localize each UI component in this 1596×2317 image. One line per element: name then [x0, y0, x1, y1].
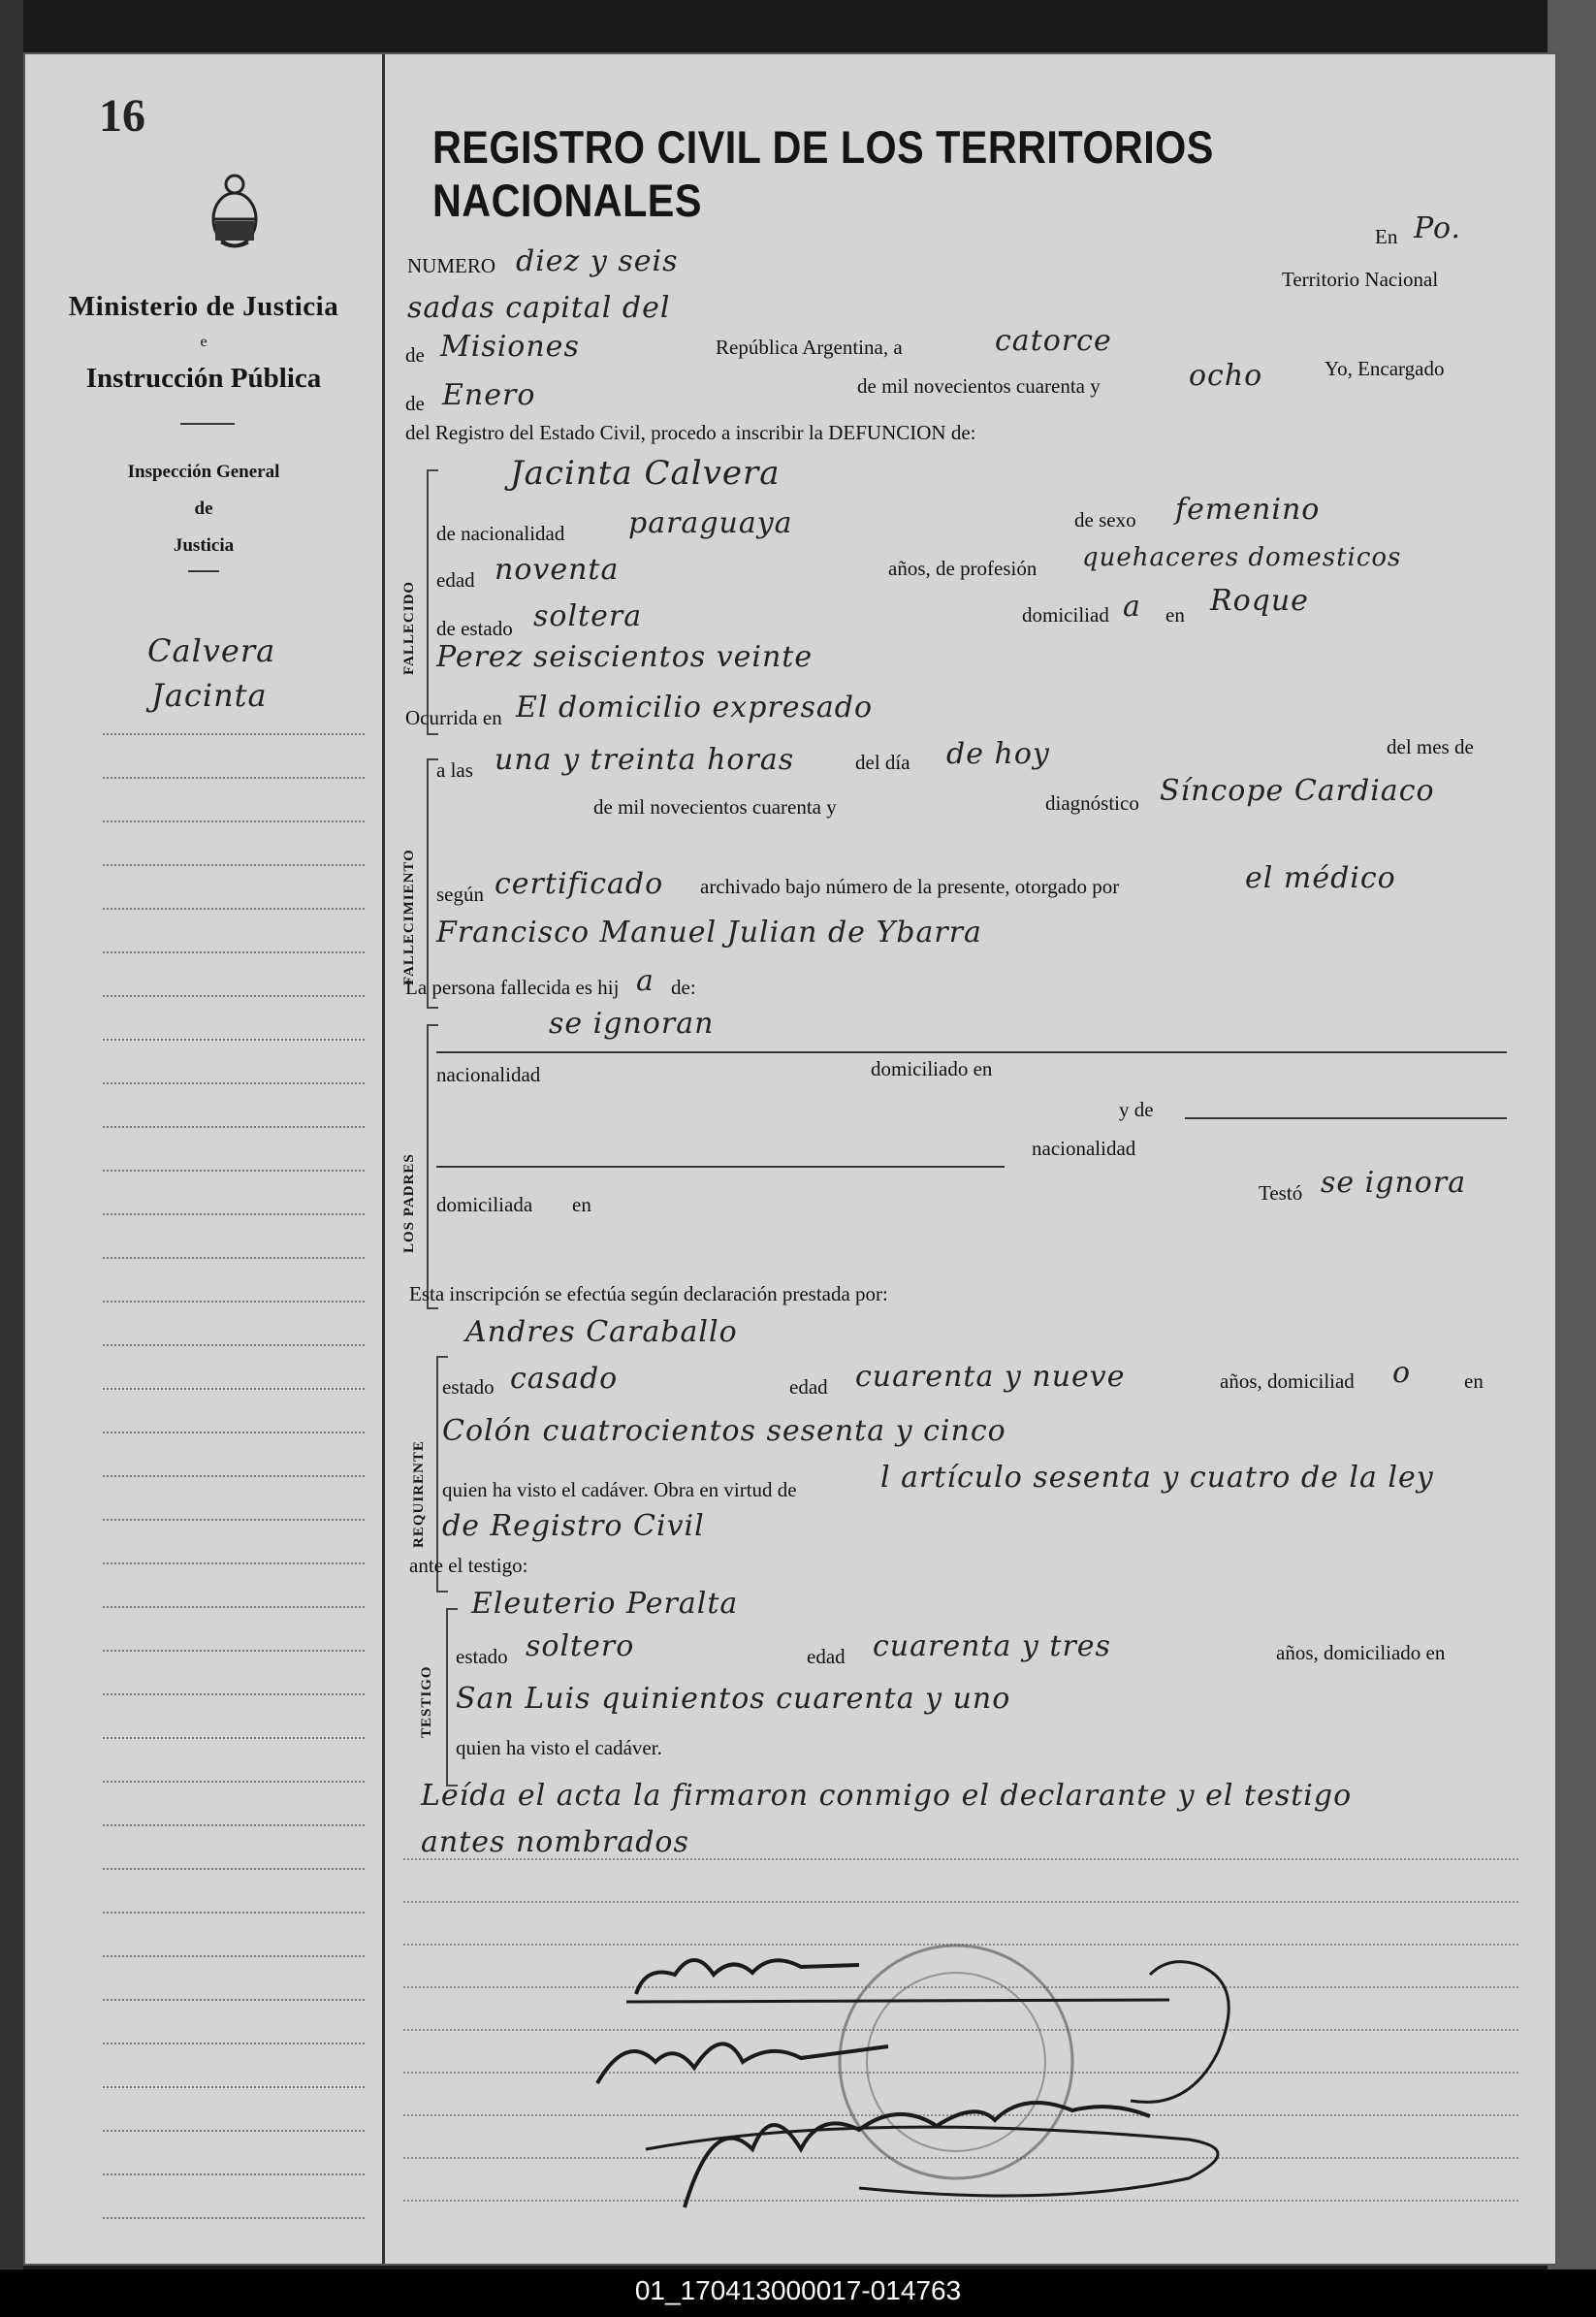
padres-line-1 [436, 1051, 1507, 1053]
margin-ruled-line [103, 1301, 365, 1303]
margin-ruled-line [103, 1432, 365, 1433]
padres-nacionalidad2-label: nacionalidad [1032, 1137, 1136, 1160]
mes-label: del mes de [1387, 735, 1474, 758]
margin-ruled-line [103, 995, 365, 997]
numero-value: diez y seis [516, 244, 679, 278]
domicilio-value2: Perez seiscientos veinte [436, 640, 814, 674]
margin-ruled-line [103, 1257, 365, 1259]
territorio-label: Territorio Nacional [1282, 268, 1439, 291]
margin-ruled-line [103, 1170, 365, 1172]
testigo-domicilio-value: San Luis quinientos cuarenta y uno [456, 1682, 1011, 1716]
padres-intro-suffix: a [636, 964, 654, 998]
margin-ruled-line [103, 1912, 365, 1914]
margin-ruled-line [103, 1039, 365, 1041]
en-value: Po. [1414, 211, 1462, 245]
margin-ruled-line [103, 1606, 365, 1608]
national-coat-of-arms-icon [207, 173, 262, 250]
registro-label: del Registro del Estado Civil, procedo a inscribir la DEFUNCION de: [405, 421, 976, 444]
profesion-label: años, de profesión [888, 557, 1037, 580]
margin-ruled-line [103, 2173, 365, 2175]
padres-domiciliada-label: domiciliada [436, 1193, 533, 1216]
nacionalidad-value: paraguaya [628, 506, 793, 540]
margin-ruled-line [103, 1344, 365, 1346]
padres-nombres-value: se ignoran [549, 1007, 715, 1041]
mes-value: Enero [442, 378, 536, 412]
ministry-line3: Instrucción Pública [85, 363, 322, 394]
margin-ruled-line [103, 1475, 365, 1477]
de2-label: de [405, 392, 425, 415]
padres-intro-de: de: [671, 976, 696, 999]
testigo-estado-value: soltero [526, 1629, 635, 1663]
official-seal [840, 1946, 1072, 2178]
ocurrida-label: Ocurrida en [405, 706, 502, 729]
register-page [23, 52, 1557, 2266]
margin-note-surname: Calvera [147, 632, 276, 669]
closing-line2: antes nombrados [421, 1825, 689, 1859]
testigo-intro-label: ante el testigo: [409, 1554, 528, 1577]
inspection-line2: de [194, 499, 213, 519]
domicilio-value: Roque [1210, 584, 1309, 618]
requirente-edad-value: cuarenta y nueve [855, 1360, 1126, 1394]
ministry-line2: e [200, 334, 207, 350]
margin-ruled-line [103, 1824, 365, 1826]
domicilio-label: domiciliad [1022, 603, 1109, 627]
domicilio-suffix: a [1123, 590, 1141, 624]
de-label: de [405, 343, 425, 367]
estado-label: de estado [436, 617, 513, 640]
inspection-divider [188, 570, 219, 572]
territorio-value: Misiones [440, 330, 580, 364]
closing-line1: Leída el acta la firmaron conmigo el declarante y el testigo [421, 1779, 1353, 1813]
requirente-edad-label: edad [789, 1375, 828, 1399]
republica-label: República Argentina, a [716, 336, 903, 359]
margin-ruled-line [103, 908, 365, 910]
binding-left [0, 0, 23, 2269]
register-title: REGISTRO CIVIL DE LOS TERRITORIOS NACIONALES [432, 121, 1214, 226]
margin-ruled-line [103, 2217, 365, 2219]
signature-caraballo [636, 1960, 859, 1994]
requirente-domicilio-value: Colón cuatrocientos sesenta y cinco [442, 1414, 1006, 1448]
testigo-estado-label: estado [456, 1645, 508, 1668]
margin-ruled-line [103, 1082, 365, 1084]
testo-value: se ignora [1321, 1166, 1467, 1200]
mil-label: de mil novecientos cuarenta y [857, 374, 1101, 398]
margin-ruled-line [103, 1388, 365, 1390]
page-number: 16 [99, 90, 145, 142]
margin-ruled-line [103, 1562, 365, 1564]
padres-en-label: en [572, 1193, 591, 1216]
requirente-section-label: REQUIRENTE [411, 1440, 427, 1548]
margin-ruled-line [103, 1650, 365, 1652]
requirente-intro-label: Esta inscripción se efectúa según declaración prestada por: [409, 1282, 888, 1305]
padres-domiciliado-label: domiciliado en [871, 1057, 993, 1080]
requirente-nombre-value: Andres Caraballo [465, 1315, 738, 1349]
domicilio-en-label: en [1165, 603, 1185, 627]
requirente-virtud-value2: de Registro Civil [442, 1509, 705, 1543]
signatures-and-stamp [568, 1858, 1363, 2227]
anio-value: ocho [1189, 359, 1263, 393]
ministry-line1: Ministerio de Justicia [68, 291, 339, 322]
margin-ruled-line [103, 1693, 365, 1695]
fallecido-bracket [427, 469, 438, 735]
requirente-anios-suffix: o [1392, 1356, 1412, 1390]
edad-value: noventa [495, 553, 620, 587]
image-id-caption: 01_170413000017-014763 [634, 2275, 962, 2305]
testigo-edad-label: edad [807, 1645, 846, 1668]
ocurrida-value: El domicilio expresado [516, 691, 874, 724]
signature-peralta [597, 2043, 888, 2083]
margin-ruled-line [103, 1737, 365, 1739]
padres-intro-label: La persona fallecida es hij [405, 976, 620, 999]
margin-ruled-line [103, 1781, 365, 1783]
fallecimiento-section-label: FALLECIMIENTO [401, 849, 417, 985]
segun-value: certificado [495, 867, 664, 901]
padres-line-3 [436, 1166, 1005, 1168]
margin-ruled-line [103, 1519, 365, 1521]
alas-label: a las [436, 758, 473, 782]
dia-value: catorce [995, 324, 1112, 358]
sexo-value: femenino [1175, 493, 1321, 527]
dia-value: de hoy [946, 737, 1050, 771]
margin-ruled-line [103, 2043, 365, 2044]
sadas-value: sadas capital del [407, 291, 671, 325]
inspection-line3: Justicia [173, 535, 235, 556]
margin-ruled-line [103, 2086, 365, 2088]
requirente-estado-value: casado [510, 1362, 619, 1396]
diagnostico-value: Síncope Cardiaco [1160, 774, 1435, 808]
segun-label: según [436, 883, 484, 906]
dia-label: del día [855, 751, 910, 774]
profesion-value: quehaceres domesticos [1082, 543, 1402, 572]
requirente-virtud-value: l artículo sesenta y cuatro de la ley [880, 1461, 1434, 1495]
testigo-visto-label: quien ha visto el cadáver. [456, 1736, 662, 1759]
medico-value: Francisco Manuel Julian de Ybarra [436, 916, 982, 949]
testigo-section-label: TESTIGO [419, 1665, 434, 1738]
padres-section-label: LOS PADRES [401, 1153, 417, 1253]
margin-ruled-line [103, 1126, 365, 1128]
requirente-visto-label: quien ha visto el cadáver. Obra en virtud de [442, 1478, 797, 1501]
requirente-en-label: en [1464, 1369, 1484, 1393]
margin-ruled-line [103, 733, 365, 735]
margin-ruled-line [103, 1868, 365, 1870]
testigo-edad-value: cuarenta y tres [873, 1629, 1111, 1663]
left-margin-column [25, 54, 385, 2264]
otorgado-value: el médico [1245, 861, 1396, 895]
margin-ruled-line [103, 1955, 365, 1957]
nacionalidad-label: de nacionalidad [436, 522, 565, 545]
testigo-anios-label: años, domiciliado en [1276, 1641, 1446, 1664]
inspection-line1: Inspección General [127, 462, 280, 482]
estado-value: soltera [533, 599, 643, 633]
margin-ruled-line [103, 864, 365, 866]
horas-value: una y treinta horas [495, 743, 795, 777]
ministry-divider [180, 423, 235, 425]
numero-label: NUMERO [407, 254, 496, 277]
en-label: En [1375, 225, 1398, 248]
fallecido-section-label: FALLECIDO [401, 580, 417, 675]
diagnostico-label: diagnóstico [1045, 791, 1139, 815]
margin-ruled-line [103, 2130, 365, 2132]
testo-label: Testó [1259, 1181, 1303, 1205]
edad-label: edad [436, 568, 475, 592]
mil-label-2: de mil novecientos cuarenta y [593, 795, 837, 819]
fallecido-nombre: Jacinta Calvera [510, 454, 781, 493]
padres-line-2 [1185, 1117, 1507, 1119]
yo-label: Yo, Encargado [1325, 357, 1445, 380]
margin-ruled-line [103, 951, 365, 953]
margin-ruled-line [103, 1999, 365, 2001]
margin-note-name: Jacinta [151, 677, 268, 714]
margin-ruled-line [103, 777, 365, 779]
archivado-label: archivado bajo número de la presente, otorgado por [700, 875, 1120, 898]
sexo-label: de sexo [1074, 508, 1136, 531]
requirente-estado-label: estado [442, 1375, 495, 1399]
margin-ruled-line [103, 821, 365, 822]
testigo-nombre-value: Eleuterio Peralta [471, 1587, 739, 1621]
padres-y-de-label: y de [1119, 1098, 1154, 1121]
margin-ruled-line [103, 1213, 365, 1215]
padres-nacionalidad-label: nacionalidad [436, 1063, 541, 1086]
requirente-anios-label: años, domiciliad [1220, 1369, 1355, 1393]
